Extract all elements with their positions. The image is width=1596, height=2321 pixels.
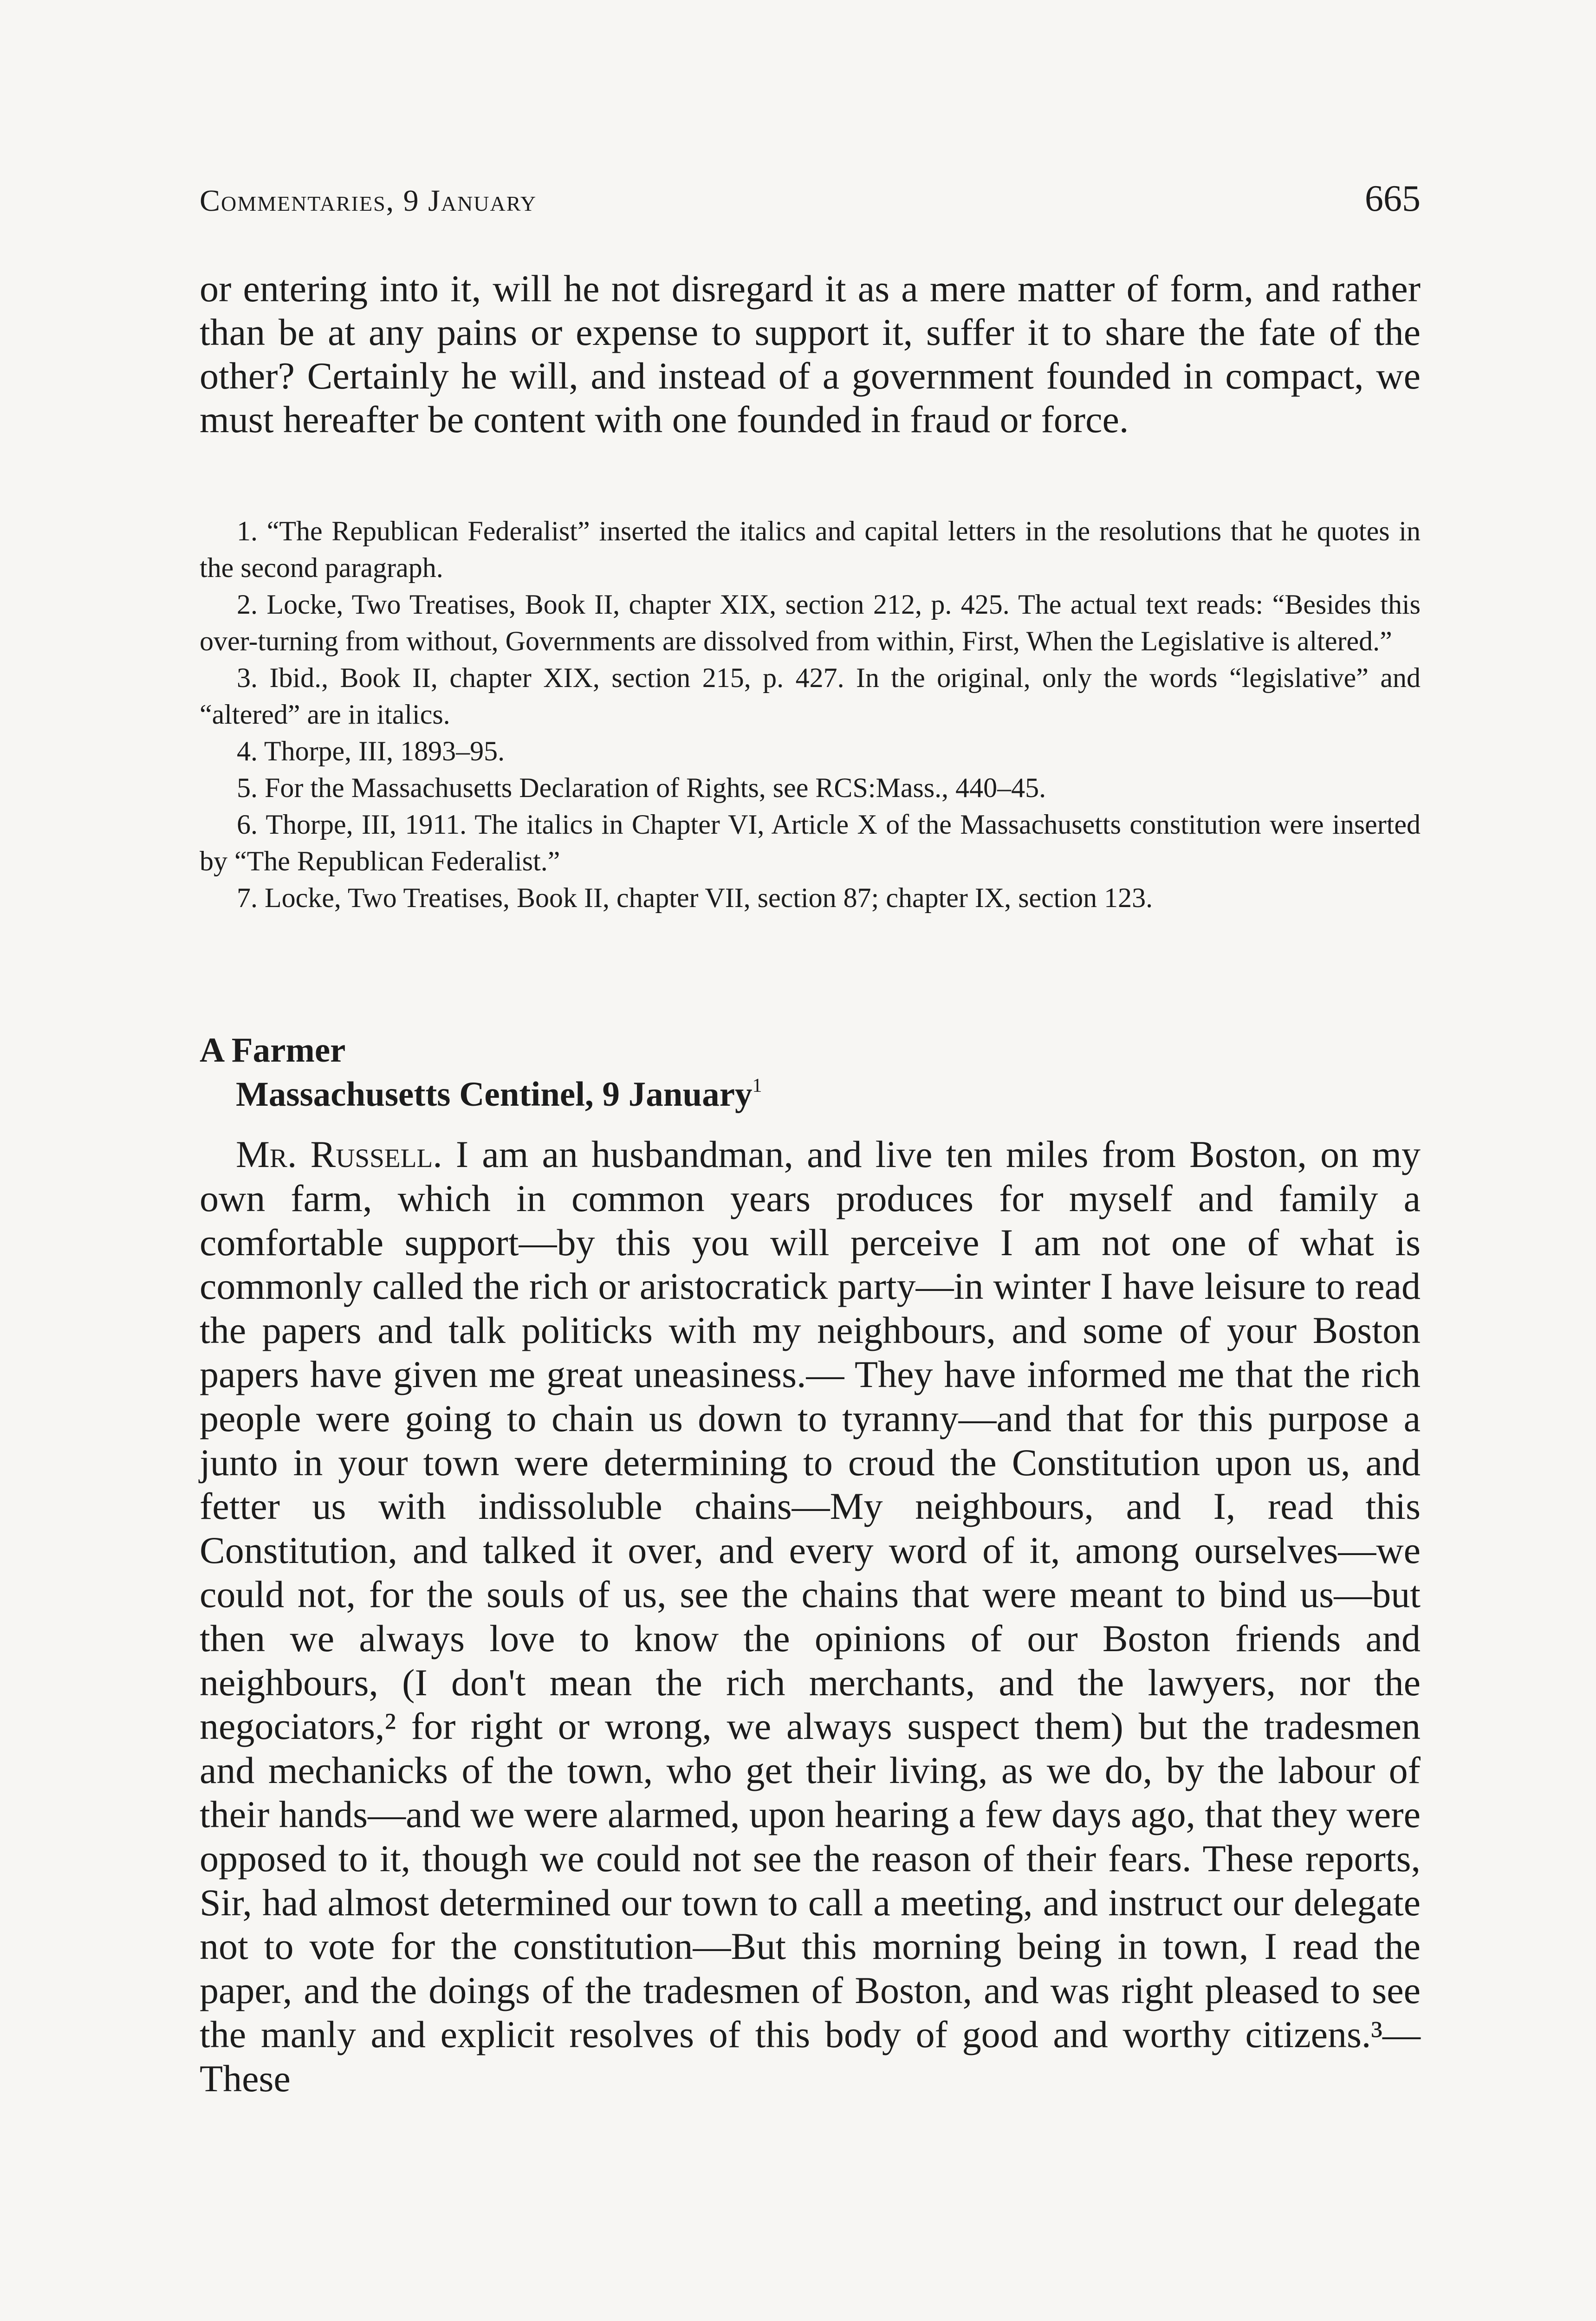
footnote-2: 2. Locke, Two Treatises, Book II, chapter XIX, section 212, p. 425. The actual text reads: “Besides this over-turning from without, Governments are dissolved from within, First, When the Legislative is altered.” <box>200 589 1421 656</box>
running-head-title: Commentaries, 9 January <box>200 184 537 218</box>
section-source-text: Massachusetts Centinel, 9 January <box>236 1075 753 1114</box>
footnotes <box>200 513 1421 916</box>
letter-body <box>200 1133 1421 2101</box>
letter-text: I am an husbandman, and live ten miles from Boston, on my own farm, which in common years produces for myself and family a comfortable support—by this you will perceive I am not one of what is commonly called the rich or aristocratick party—in winter I have leisure to read the papers and talk politicks with my neighbours, and some of your Boston papers have given me great uneasiness.— They have informed me that the rich people were going to chain us down to tyranny—and that for this purpose a junto in your town were determining to croud the Constitution upon us, and fetter us with indissoluble chains—My neighbours, and I, read this Constitution, and talked it over, and every word of it, among ourselves—we could not, for the souls of us, see the chains that were meant to bind us—but then we always love to know the opinions of our Boston friends and neighbours, (I don't mean the rich merchants, and the lawyers, nor the negociators,² for right or wrong, we always suspect them) but the tradesmen and mechanicks of the town, who get their living, as we do, by the labour of their hands—and we were alarmed, upon hearing a few days ago, that they were opposed to it, though we could not see the reason of their fears. These reports, Sir, had almost determined our town to call a meeting, and instruct our delegate not to vote for the constitution—But this morning being in town, I read the paper, and the doings of the tradesmen of Boston, and was right pleased to see the manly and explicit resolves of this body of good and worthy citizens.³—These <box>200 1133 1421 2100</box>
page-number: 665 <box>1365 178 1421 219</box>
footnote-3: 3. Ibid., Book II, chapter XIX, section 215, p. 427. In the original, only the words “legislative” and “altered” are in italics. <box>200 662 1421 730</box>
footnote-1: 1. “The Republican Federalist” inserted the italics and capital letters in the resolutions that he quotes in the second paragraph. <box>200 516 1421 583</box>
lead-paragraph: or entering into it, will he not disregard it as a mere matter of form, and rather than be at any pains or expense to support it, suffer it to share the fate of the other? Certainly he will, and instead of a government founded in compact, we must hereafter be content with one founded in fraud or force. <box>200 267 1421 441</box>
salutation: Mr. Russell. <box>236 1133 442 1175</box>
footnote-5: 5. For the Massachusetts Declaration of Rights, see RCS:Mass., 440–45. <box>237 772 1046 803</box>
section-heading <box>200 1028 1421 1116</box>
footnote-7: 7. Locke, Two Treatises, Book II, chapter VII, section 87; chapter IX, section 123. <box>237 882 1153 913</box>
section-source-note: 1 <box>752 1075 762 1096</box>
running-head <box>200 178 1421 225</box>
section-title: A Farmer <box>200 1031 346 1070</box>
section-source <box>200 1072 1421 1116</box>
footnote-6: 6. Thorpe, III, 1911. The italics in Chapter VI, Article X of the Massachusetts constitution were inserted by “The Republican Federalist.” <box>200 809 1421 876</box>
footnote-4: 4. Thorpe, III, 1893–95. <box>237 736 505 766</box>
